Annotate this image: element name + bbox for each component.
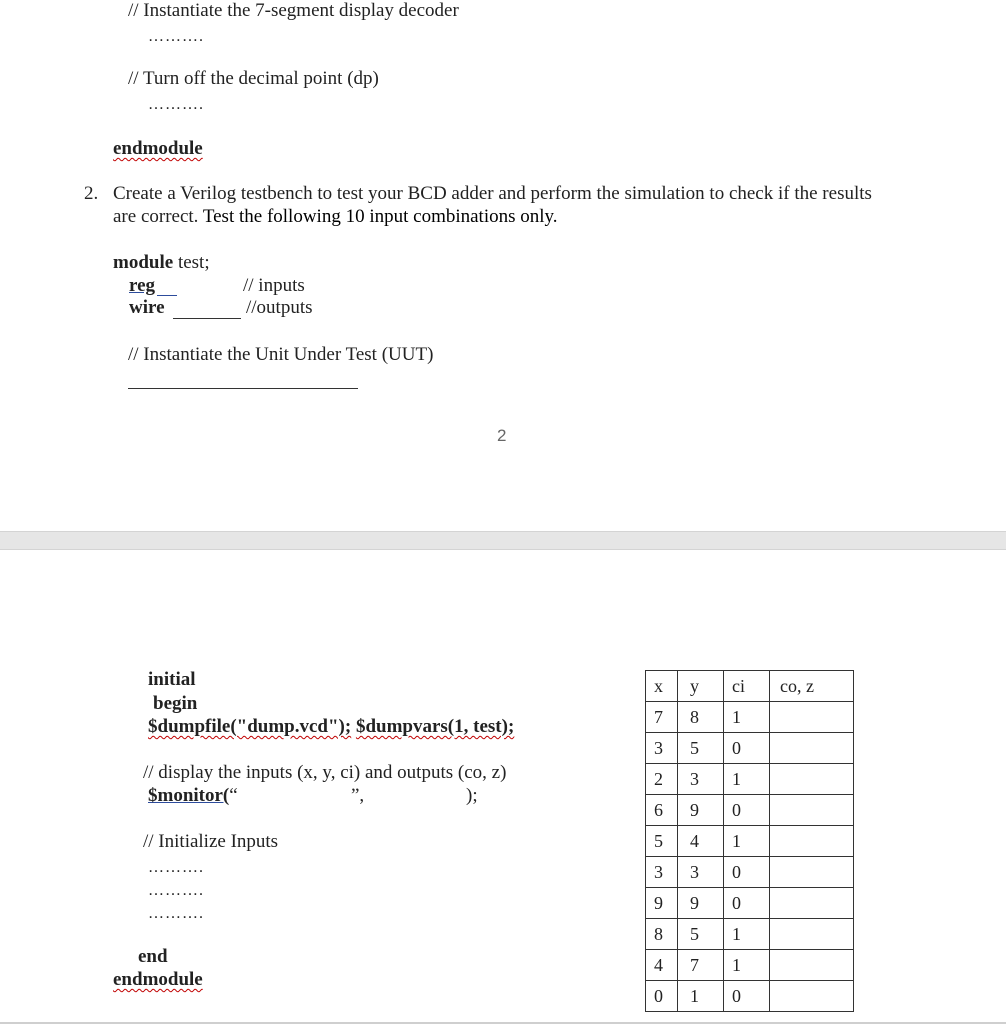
- reg-blank-line: [157, 295, 177, 296]
- comment-inputs: // inputs: [243, 275, 305, 296]
- table-cell: [770, 764, 854, 795]
- table-cell: 4: [646, 950, 678, 981]
- endmodule-keyword: endmodule: [113, 969, 203, 990]
- table-cell: 7: [646, 702, 678, 733]
- monitor-call: $monitor(: [148, 785, 230, 806]
- table-header-cell: co, z: [770, 671, 854, 702]
- reg-keyword: reg: [129, 275, 156, 296]
- table-cell: 1: [724, 950, 770, 981]
- question-text-line1: Create a Verilog testbench to test your BCD adder and perform the simulation to check if the results: [113, 183, 872, 204]
- table-cell: 9: [678, 888, 724, 919]
- table-cell: 3: [646, 733, 678, 764]
- monitor-open-quote: “: [229, 785, 238, 806]
- placeholder-dots: ……….: [148, 882, 204, 899]
- table-row: [646, 826, 854, 857]
- begin-keyword: begin: [153, 693, 198, 714]
- table-cell: 1: [678, 981, 724, 1012]
- table-cell: [770, 733, 854, 764]
- table-row: [646, 857, 854, 888]
- table-cell: 0: [724, 857, 770, 888]
- table-cell: 2: [646, 764, 678, 795]
- table-cell: [770, 826, 854, 857]
- table-cell: 8: [678, 702, 724, 733]
- placeholder-dots: ……….: [148, 96, 204, 113]
- table-header-cell: y: [678, 671, 724, 702]
- table-row: [646, 733, 854, 764]
- monitor-end: );: [466, 785, 478, 806]
- uut-blank-line: [128, 388, 358, 389]
- dumpfile-call: $dumpfile("dump.vcd");: [148, 716, 352, 737]
- monitor-statement: [148, 785, 238, 807]
- table-cell: 0: [724, 733, 770, 764]
- table-cell: [770, 702, 854, 733]
- table-cell: 8: [646, 919, 678, 950]
- comment-uut: // Instantiate the Unit Under Test (UUT): [128, 344, 434, 365]
- module-keyword: module: [113, 252, 174, 273]
- table-row: [646, 764, 854, 795]
- comment-decoder: // Instantiate the 7-segment display decoder: [128, 0, 459, 21]
- input-combinations-table: [645, 670, 854, 1012]
- wire-blank-line: [173, 318, 241, 319]
- table-row: [646, 950, 854, 981]
- table-cell: 1: [724, 826, 770, 857]
- table-cell: [770, 981, 854, 1012]
- table-cell: 3: [646, 857, 678, 888]
- document-page-2: [0, 550, 1006, 1024]
- placeholder-dots: ……….: [148, 859, 204, 876]
- comment-initialize-inputs: // Initialize Inputs: [143, 831, 279, 852]
- table-header-cell: x: [646, 671, 678, 702]
- module-declaration: [113, 252, 210, 274]
- table-cell: 6: [646, 795, 678, 826]
- table-cell: 0: [724, 981, 770, 1012]
- table-cell: 4: [678, 826, 724, 857]
- table-cell: [770, 795, 854, 826]
- comment-display: // display the inputs (x, y, ci) and outputs (co, z): [143, 762, 507, 783]
- initial-keyword: initial: [148, 669, 196, 690]
- wire-keyword: wire: [129, 297, 165, 318]
- monitor-close-quote: ”,: [351, 785, 365, 806]
- table-row: [646, 888, 854, 919]
- endmodule-keyword: endmodule: [113, 138, 203, 159]
- table-cell: 5: [678, 919, 724, 950]
- table-row: [646, 702, 854, 733]
- table-cell: [770, 857, 854, 888]
- table-cell: [770, 919, 854, 950]
- page-number: 2: [497, 426, 507, 445]
- question-text-line2-a: are correct.: [113, 206, 203, 227]
- placeholder-dots: ……….: [148, 905, 204, 922]
- table-row: [646, 795, 854, 826]
- question-text-line2: [113, 206, 558, 228]
- dumpvars-call: $dumpvars(1, test);: [355, 716, 515, 737]
- page-separator: [0, 531, 1006, 550]
- table-cell: 0: [724, 888, 770, 919]
- table-header-row: [646, 671, 854, 702]
- table-row: [646, 981, 854, 1012]
- table-cell: 1: [724, 764, 770, 795]
- comment-decimal-point: // Turn off the decimal point (dp): [128, 68, 379, 89]
- placeholder-dots: ……….: [148, 28, 204, 45]
- table-cell: [770, 950, 854, 981]
- list-item-number: 2.: [84, 183, 99, 204]
- table-cell: 9: [678, 795, 724, 826]
- table-cell: 1: [724, 702, 770, 733]
- table-cell: 0: [646, 981, 678, 1012]
- question-text-line2-b: Test the following 10 input combinations only.: [202, 206, 558, 227]
- table-header-cell: ci: [724, 671, 770, 702]
- table-cell: 3: [678, 857, 724, 888]
- table-cell: 1: [724, 919, 770, 950]
- table-cell: [770, 888, 854, 919]
- table-row: [646, 919, 854, 950]
- dump-statement: [148, 716, 514, 738]
- table-cell: 3: [678, 764, 724, 795]
- module-name: test;: [173, 252, 210, 273]
- table-cell: 5: [646, 826, 678, 857]
- table-cell: 5: [678, 733, 724, 764]
- table-cell: 9: [646, 888, 678, 919]
- table-cell: 0: [724, 795, 770, 826]
- end-keyword: end: [138, 946, 168, 967]
- table-cell: 7: [678, 950, 724, 981]
- comment-outputs: //outputs: [246, 297, 313, 318]
